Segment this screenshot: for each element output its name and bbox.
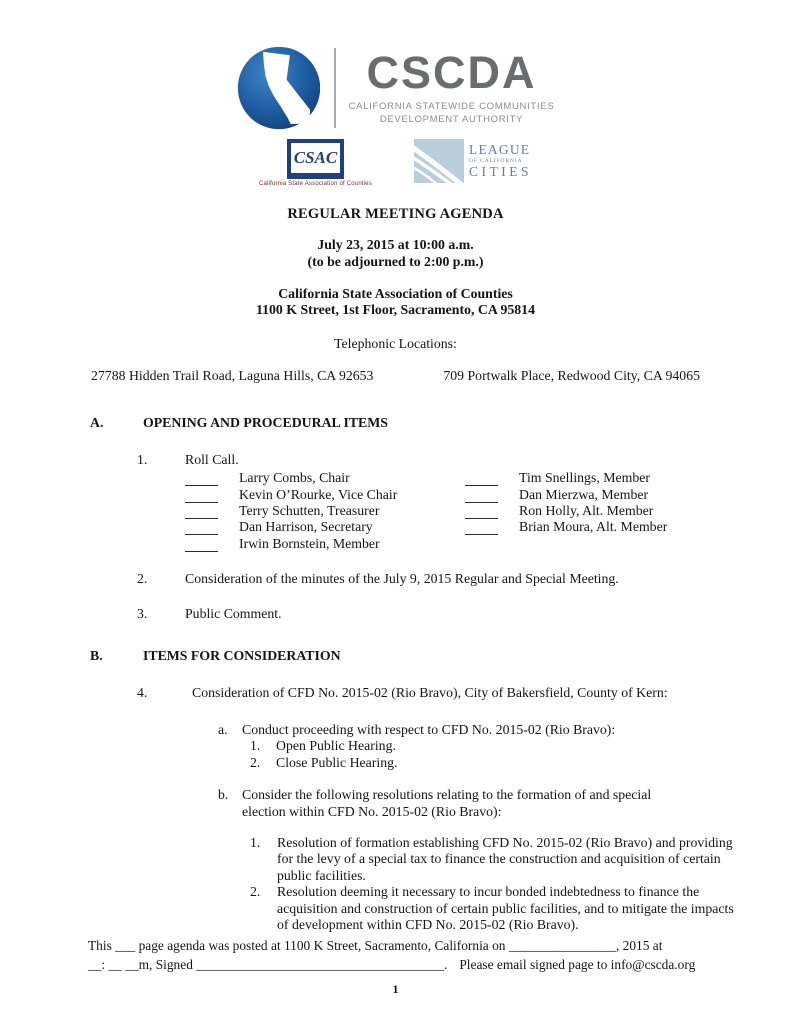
roll-call-left-column	[185, 470, 465, 552]
roll-call-row	[185, 519, 465, 535]
league-text	[469, 143, 532, 179]
roll-call-row	[465, 519, 745, 535]
section-b-heading	[0, 648, 791, 664]
roll-call-name: Brian Moura, Alt. Member	[519, 519, 668, 535]
meeting-datetime: July 23, 2015 at 10:00 a.m.	[317, 237, 474, 252]
item-3-text: Public Comment.	[185, 606, 282, 622]
roll-call-name: Ron Holly, Alt. Member	[519, 502, 654, 518]
roll-call-blank	[185, 522, 218, 535]
item-2-number: 2.	[137, 570, 148, 586]
item-1-text: Roll Call.	[185, 452, 239, 468]
item-2-text: Consideration of the minutes of the July 9, 2015 Regular and Special Meeting.	[185, 570, 619, 586]
venue-block	[0, 286, 791, 320]
agenda-item-3	[0, 606, 791, 622]
footer-line-2	[88, 956, 703, 975]
telephonic-location-2: 709 Portwalk Place, Redwood City, CA 94065	[443, 368, 700, 384]
partner-logos	[0, 139, 791, 187]
item-4-text: Consideration of CFD No. 2015-02 (Rio Bravo), City of Bakersfield, County of Kern:	[192, 685, 668, 701]
roll-call-list	[0, 470, 791, 552]
resolution-list	[0, 835, 791, 933]
subitem-a-letter: a.	[218, 721, 228, 737]
step-2-text: Close Public Hearing.	[276, 754, 398, 770]
california-globe-icon	[237, 46, 321, 130]
footer-signature-blanks: __: __ __m, Signed _____________________________________.	[88, 956, 448, 972]
roll-call-row	[185, 535, 465, 551]
league-line1: LEAGUE	[469, 142, 531, 157]
roll-call-blank	[465, 473, 498, 486]
csac-logo	[259, 139, 372, 187]
roll-call-name: Terry Schutten, Treasurer	[239, 502, 380, 518]
resolution-item-1	[0, 835, 791, 884]
venue-name: California State Association of Counties	[278, 285, 513, 301]
roll-call-blank	[185, 539, 218, 552]
roll-call-blank	[185, 490, 218, 503]
cscda-logo	[0, 0, 791, 130]
agenda-item-2	[0, 571, 791, 587]
roll-call-name: Irwin Bornstein, Member	[239, 535, 380, 551]
page-number: 1	[392, 982, 399, 996]
item-4-number: 4.	[137, 685, 148, 701]
subitem-b-letter: b.	[218, 787, 229, 803]
telephonic-label: Telephonic Locations:	[334, 336, 457, 352]
roll-call-name: Dan Harrison, Secretary	[239, 519, 373, 535]
csac-acronym: CSAC	[293, 148, 338, 167]
footer-line-1: This ___ page agenda was posted at 1100 K Street, Sacramento, California on ________________, 2015 at	[88, 938, 663, 953]
roll-call-row	[185, 470, 465, 486]
section-b-letter: B.	[90, 648, 103, 664]
item-4-subitem-b	[0, 787, 791, 820]
step-2-number: 2.	[250, 754, 261, 770]
csac-caption: California State Association of Counties	[258, 181, 373, 187]
league-swoosh-icon	[414, 139, 464, 183]
logo-text	[348, 46, 555, 127]
roll-call-blank	[465, 490, 498, 503]
subitem-a-text: Conduct proceeding with respect to CFD No. 2015-02 (Rio Bravo):	[242, 721, 616, 737]
resolution-2-number: 2.	[250, 884, 261, 900]
roll-call-name: Larry Combs, Chair	[239, 470, 350, 486]
section-b-title: ITEMS FOR CONSIDERATION	[143, 648, 341, 664]
adjournment-note: (to be adjourned to 2:00 p.m.)	[307, 253, 484, 269]
venue-address: 1100 K Street, 1st Floor, Sacramento, CA 95814	[256, 302, 535, 318]
footer-email-note: Please email signed page to info@cscda.org	[459, 956, 696, 972]
step-1-text: Open Public Hearing.	[276, 738, 396, 754]
footer-posting-note	[0, 937, 791, 974]
roll-call-blank	[185, 506, 218, 519]
csac-logo-box	[287, 139, 344, 179]
meeting-datetime-block	[0, 237, 791, 271]
agenda-item-4	[0, 685, 791, 701]
roll-call-row	[185, 486, 465, 502]
roll-call-row	[465, 486, 745, 502]
section-a-title: OPENING AND PROCEDURAL ITEMS	[143, 415, 388, 431]
telephonic-location-1: 27788 Hidden Trail Road, Laguna Hills, CA 92653	[91, 368, 374, 384]
section-a-letter: A.	[90, 415, 104, 431]
league-line2: OF CALIFORNIA	[469, 157, 523, 164]
resolution-1-text: Resolution of formation establishing CFD No. 2015-02 (Rio Bravo) and providing for the levy of a special tax to finance the construction and acquisition of certain public facilities.	[277, 834, 733, 883]
cscda-tagline-line2: DEVELOPMENT AUTHORITY	[379, 114, 524, 125]
roll-call-row	[465, 470, 745, 486]
section-a-heading	[0, 415, 791, 431]
logo-divider	[334, 48, 336, 128]
agenda-item-1	[0, 452, 791, 468]
subitem-b-text: Consider the following resolutions relating to the formation of and special election within CFD No. 2015-02 (Rio Bravo):	[242, 787, 652, 819]
roll-call-blank	[465, 506, 498, 519]
cscda-tagline-line1: CALIFORNIA STATEWIDE COMMUNITIES	[348, 100, 555, 112]
cscda-acronym: CSCDA	[366, 46, 537, 98]
roll-call-name: Kevin O’Rourke, Vice Chair	[239, 486, 398, 502]
roll-call-name: Dan Mierzwa, Member	[519, 486, 649, 502]
resolution-1-number: 1.	[250, 834, 261, 850]
step-1-number: 1.	[250, 738, 261, 754]
roll-call-row	[185, 503, 465, 519]
hearing-step-2	[0, 755, 791, 771]
hearing-step-1	[0, 738, 791, 754]
roll-call-name: Tim Snellings, Member	[519, 470, 650, 486]
page-title: REGULAR MEETING AGENDA	[287, 206, 504, 222]
item-3-number: 3.	[137, 606, 148, 622]
league-of-california-cities-logo	[414, 139, 532, 183]
roll-call-blank	[185, 473, 218, 486]
league-line3: CITIES	[469, 164, 533, 180]
resolution-2-text: Resolution deeming it necessary to incur bonded indebtedness to finance the acquisition and construction of certain public facilities, and to mitigate the impacts of development within CFD No. 2015-02 (Rio Bravo).	[277, 884, 734, 932]
resolution-item-2	[0, 884, 791, 933]
item-1-number: 1.	[137, 452, 148, 468]
item-4-subitem-a	[0, 722, 791, 738]
roll-call-right-column	[465, 470, 745, 552]
roll-call-row	[465, 503, 745, 519]
roll-call-blank	[465, 522, 498, 535]
telephonic-locations	[0, 368, 791, 384]
